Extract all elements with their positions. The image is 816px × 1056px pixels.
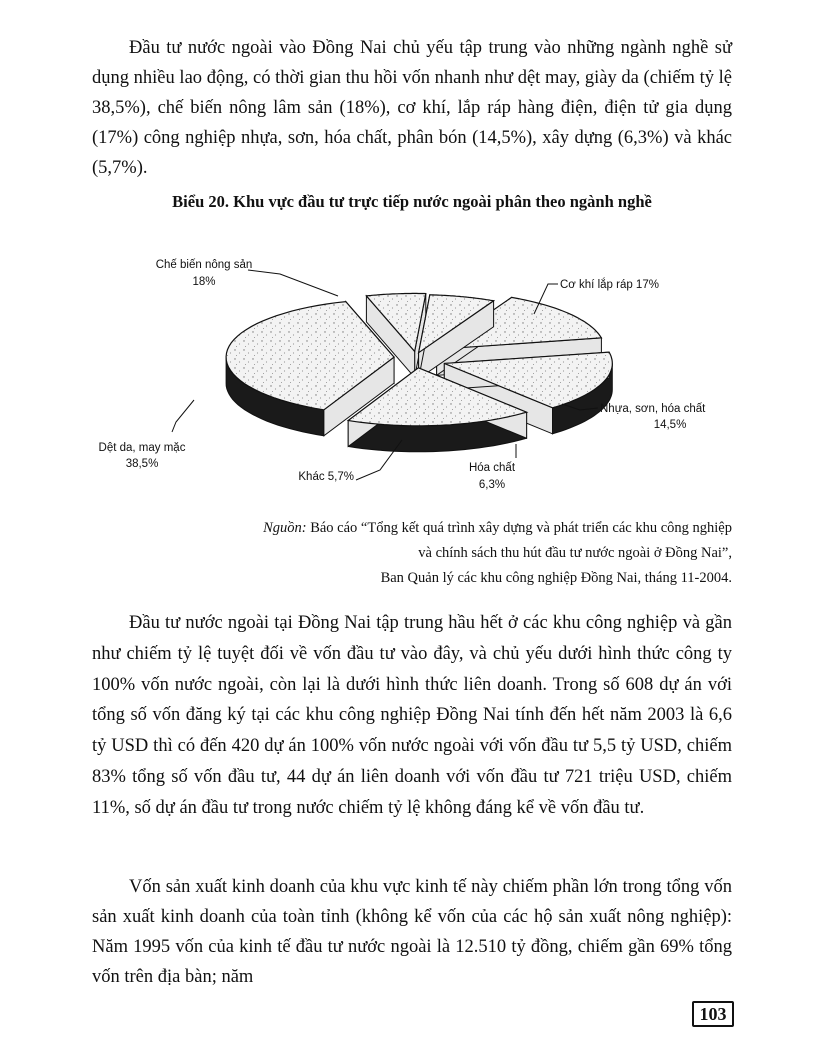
label-hoachat-name: Hóa chất bbox=[468, 462, 516, 474]
label-cokhi: Cơ khí lắp ráp 17% bbox=[560, 279, 659, 291]
pie-slices bbox=[226, 293, 612, 451]
page-number: 103 bbox=[692, 1001, 734, 1027]
label-chebien-value: 18% bbox=[192, 276, 216, 288]
paragraph-industrial-zones: Đầu tư nước ngoài tại Đồng Nai tập trung hầu hết ở các khu công nghiệp và gần như chiếm tỷ lệ tuyệt đối về vốn đầu tư vào đây, và chủ yếu dưới hình thức công ty 100% vốn nước ngoài, còn lại là dưới hình thức liên doanh. Trong số 608 dự án với tổng số vốn đăng ký tại các khu công nghiệp Đồng Nai tính đến hết năm 2003 là 6,6 tỷ USD thì có đến 420 dự án 100% vốn nước ngoài với vốn đầu tư 5,5 tỷ USD, chiếm 83% tổng số vốn đầu tư, 44 dự án liên doanh với vốn đầu tư 721 triệu USD, chiếm 11%, số dự án đầu tư trong nước chiếm tỷ lệ không đáng kể về vốn đầu tư. bbox=[92, 613, 732, 818]
figure-title: Biểu 20. Khu vực đầu tư trực tiếp nước ngoài phân theo ngành nghề bbox=[172, 192, 652, 211]
source-line-2: và chính sách thu hút đầu tư nước ngoài ở Đồng Nai”, bbox=[418, 545, 732, 561]
leader-line-chebien bbox=[248, 270, 338, 296]
label-nhua-name: Nhựa, sơn, hóa chất bbox=[600, 403, 706, 415]
source-line-1 bbox=[130, 516, 732, 541]
source-text-1: Báo cáo “Tổng kết quá trình xây dựng và phát triển các khu công nghiệp bbox=[310, 520, 732, 536]
label-hoachat-value: 6,3% bbox=[478, 479, 506, 491]
label-chebien-name: Chế biến nông sản bbox=[155, 259, 253, 271]
label-det-name: Dệt da, may mặc bbox=[98, 442, 186, 454]
source-line-3: Ban Quản lý các khu công nghiệp Đồng Nai, tháng 11-2004. bbox=[380, 570, 732, 586]
leader-line-det bbox=[172, 400, 194, 432]
pie-chart bbox=[80, 240, 720, 510]
label-khac: Khác 5,7% bbox=[298, 471, 354, 483]
source-label: Nguồn: bbox=[263, 520, 307, 536]
label-det-value: 38,5% bbox=[125, 458, 159, 470]
source-citation bbox=[130, 516, 732, 591]
paragraph-intro: Đầu tư nước ngoài vào Đồng Nai chủ yếu tập trung vào những ngành nghề sử dụng nhiều lao động, có thời gian thu hồi vốn nhanh như dệt may, giày da (chiếm tỷ lệ 38,5%), chế biến nông lâm sản (18%), cơ khí, lắp ráp hàng điện, điện tử gia dụng (17%) công nghiệp nhựa, sơn, hóa chất, phân bón (14,5%), xây dựng (6,3%) và khác (5,7%). bbox=[92, 38, 732, 178]
paragraph-business-capital: Vốn sản xuất kinh doanh của khu vực kinh tế này chiếm phần lớn trong tổng vốn sản xuất kinh doanh của toàn tỉnh (không kể vốn của các hộ sản xuất nông nghiệp): Năm 1995 vốn của kinh tế đầu tư nước ngoài là 12.510 tỷ đồng, chiếm gần 69% tổng vốn trên địa bàn; năm bbox=[92, 877, 732, 987]
label-nhua-value: 14,5% bbox=[653, 419, 687, 431]
